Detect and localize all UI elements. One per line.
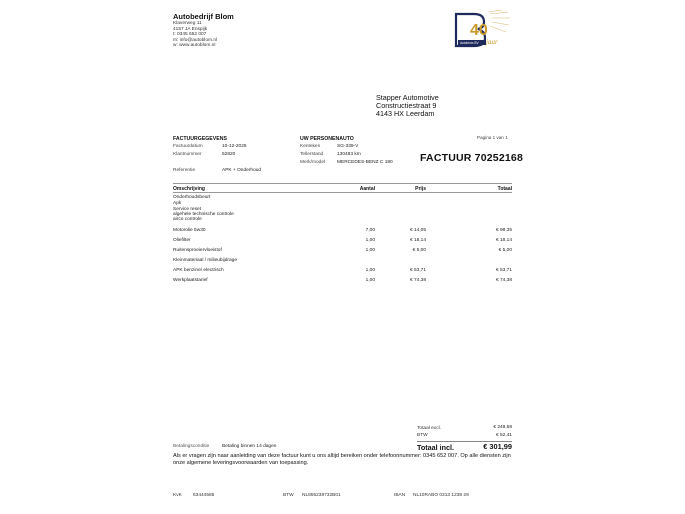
row-total: € 53,71 — [495, 268, 512, 273]
company-email: m: info@autoblom.nl — [173, 37, 218, 43]
row-total: € 5,00 — [498, 248, 512, 253]
recipient-address — [376, 94, 439, 119]
row-total: € 74,38 — [495, 278, 512, 283]
row-total: € 98,35 — [495, 228, 512, 233]
plate-value: SG-339-V — [337, 144, 359, 149]
vehicle-heading: UW PERSONENAUTO — [300, 136, 354, 142]
row-qty: 7,00 — [365, 228, 375, 233]
row-qty: 1,00 — [365, 238, 375, 243]
row-qty: 1,00 — [365, 278, 375, 283]
table-row — [173, 228, 512, 236]
odometer-value: 130483 km — [337, 152, 361, 157]
company-address-city: 4157 JA Enspijk — [173, 26, 208, 32]
iban-value: NL10RABO 0313 1238 29 — [413, 493, 469, 498]
payment-condition-value: Betaling binnen 14 dagen — [222, 444, 277, 449]
row-price: € 5,00 — [412, 248, 426, 253]
table-header-rule — [173, 192, 512, 193]
reference-value: APK + Onderhoud — [222, 168, 262, 173]
row-description: Kleinmateriaal / milieubijdrage — [173, 258, 237, 263]
company-phone: t: 0345 652 007 — [173, 32, 207, 38]
col-header-total: Totaal — [497, 186, 512, 192]
row-price: € 14,05 — [409, 228, 426, 233]
vat-label: BTW — [417, 433, 428, 438]
table-row — [173, 258, 512, 266]
table-row — [173, 278, 512, 286]
invoice-title: FACTUUR 70252168 — [420, 152, 523, 164]
logo-number: 40 — [470, 22, 488, 39]
company-logo-B40 — [452, 10, 512, 52]
recipient-street: Constructiestraat 9 — [376, 101, 437, 111]
service-line: Apk — [173, 200, 182, 206]
company-website: w: www.autoblom.nl — [173, 43, 216, 49]
row-price: € 74,38 — [409, 278, 426, 283]
total-incl-label: Totaal incl. — [417, 443, 455, 452]
invoice-date-value: 10-12-2025 — [222, 144, 247, 149]
service-line: Onderhoudsbeurt — [173, 195, 211, 200]
customer-number-value: 52820 — [222, 152, 236, 157]
row-description: Ruitensproeiervloeistof — [173, 248, 222, 253]
row-description: Oliefilter — [173, 238, 191, 243]
odometer-label: Tellerstand — [300, 152, 324, 157]
recipient-city: 4143 HX Leerdam — [376, 109, 435, 119]
payment-condition-label: Betalingsconditie — [173, 444, 210, 449]
invoice-details-heading: FACTUURGEGEVENS — [173, 136, 227, 142]
model-label: Merk/model — [300, 160, 326, 165]
table-top-rule — [173, 183, 512, 184]
reference-label: Referentie — [173, 168, 196, 173]
row-qty: 1,00 — [365, 248, 375, 253]
row-description: APK benzine/ electrisch — [173, 268, 224, 273]
service-lines — [173, 195, 234, 222]
col-header-description: Omschrijving — [173, 186, 205, 192]
iban-label: IBAN — [394, 493, 406, 498]
total-incl-value: € 301,99 — [483, 442, 512, 451]
row-description: Werkplaatstarief — [173, 278, 208, 283]
customer-number-label: Klantnummer — [173, 152, 202, 157]
logo-script: jaar — [486, 38, 498, 46]
btw-value: NL855238732B01 — [302, 493, 341, 498]
service-line: airco controle — [173, 216, 202, 222]
company-name: Autobedrijf Blom — [173, 12, 234, 21]
table-row — [173, 268, 512, 276]
row-price: € 53,71 — [409, 268, 426, 273]
invoice-date-label: Factuurdatum — [173, 144, 203, 149]
col-header-qty: Aantal — [359, 186, 375, 192]
btw-label: BTW — [283, 493, 294, 498]
kvk-label: KvK — [173, 493, 182, 498]
recipient-name: Stapper Automotive — [376, 93, 439, 102]
invoice-note: Als er vragen zijn naar aanleiding van deze factuur kunt u ons altijd bereiken onder telefoonnummer: 0345 652 007. Op alle diensten zijn onze algemene leveringsvoorwaarden van toepassing. — [173, 453, 511, 466]
service-line: algehele technische controle — [173, 211, 234, 217]
page-indicator: Pagina 1 van 1 — [477, 135, 508, 140]
col-header-price: Prijs — [415, 186, 426, 192]
row-description: Motorolie 5w30 — [173, 228, 206, 233]
company-address-street: Klaverweg 11 — [173, 21, 202, 26]
model-value: MERCEDES-BENZ C 180 — [337, 160, 393, 165]
table-row — [173, 248, 512, 256]
total-excl-value: € 249,58 — [493, 425, 512, 430]
service-line: Service reset — [173, 206, 201, 212]
vat-value: € 52,41 — [495, 433, 512, 438]
kvk-value: 63444585 — [193, 493, 215, 498]
plate-label: Kenteken — [300, 144, 321, 149]
logo-ribbon: Autoblom BV — [460, 41, 479, 45]
row-total: € 18,14 — [495, 238, 512, 243]
company-contact — [173, 21, 217, 49]
row-price: € 18,14 — [409, 238, 426, 243]
total-excl-label: Totaal excl. — [417, 426, 441, 431]
table-row — [173, 238, 512, 246]
row-qty: 1,00 — [365, 268, 375, 273]
